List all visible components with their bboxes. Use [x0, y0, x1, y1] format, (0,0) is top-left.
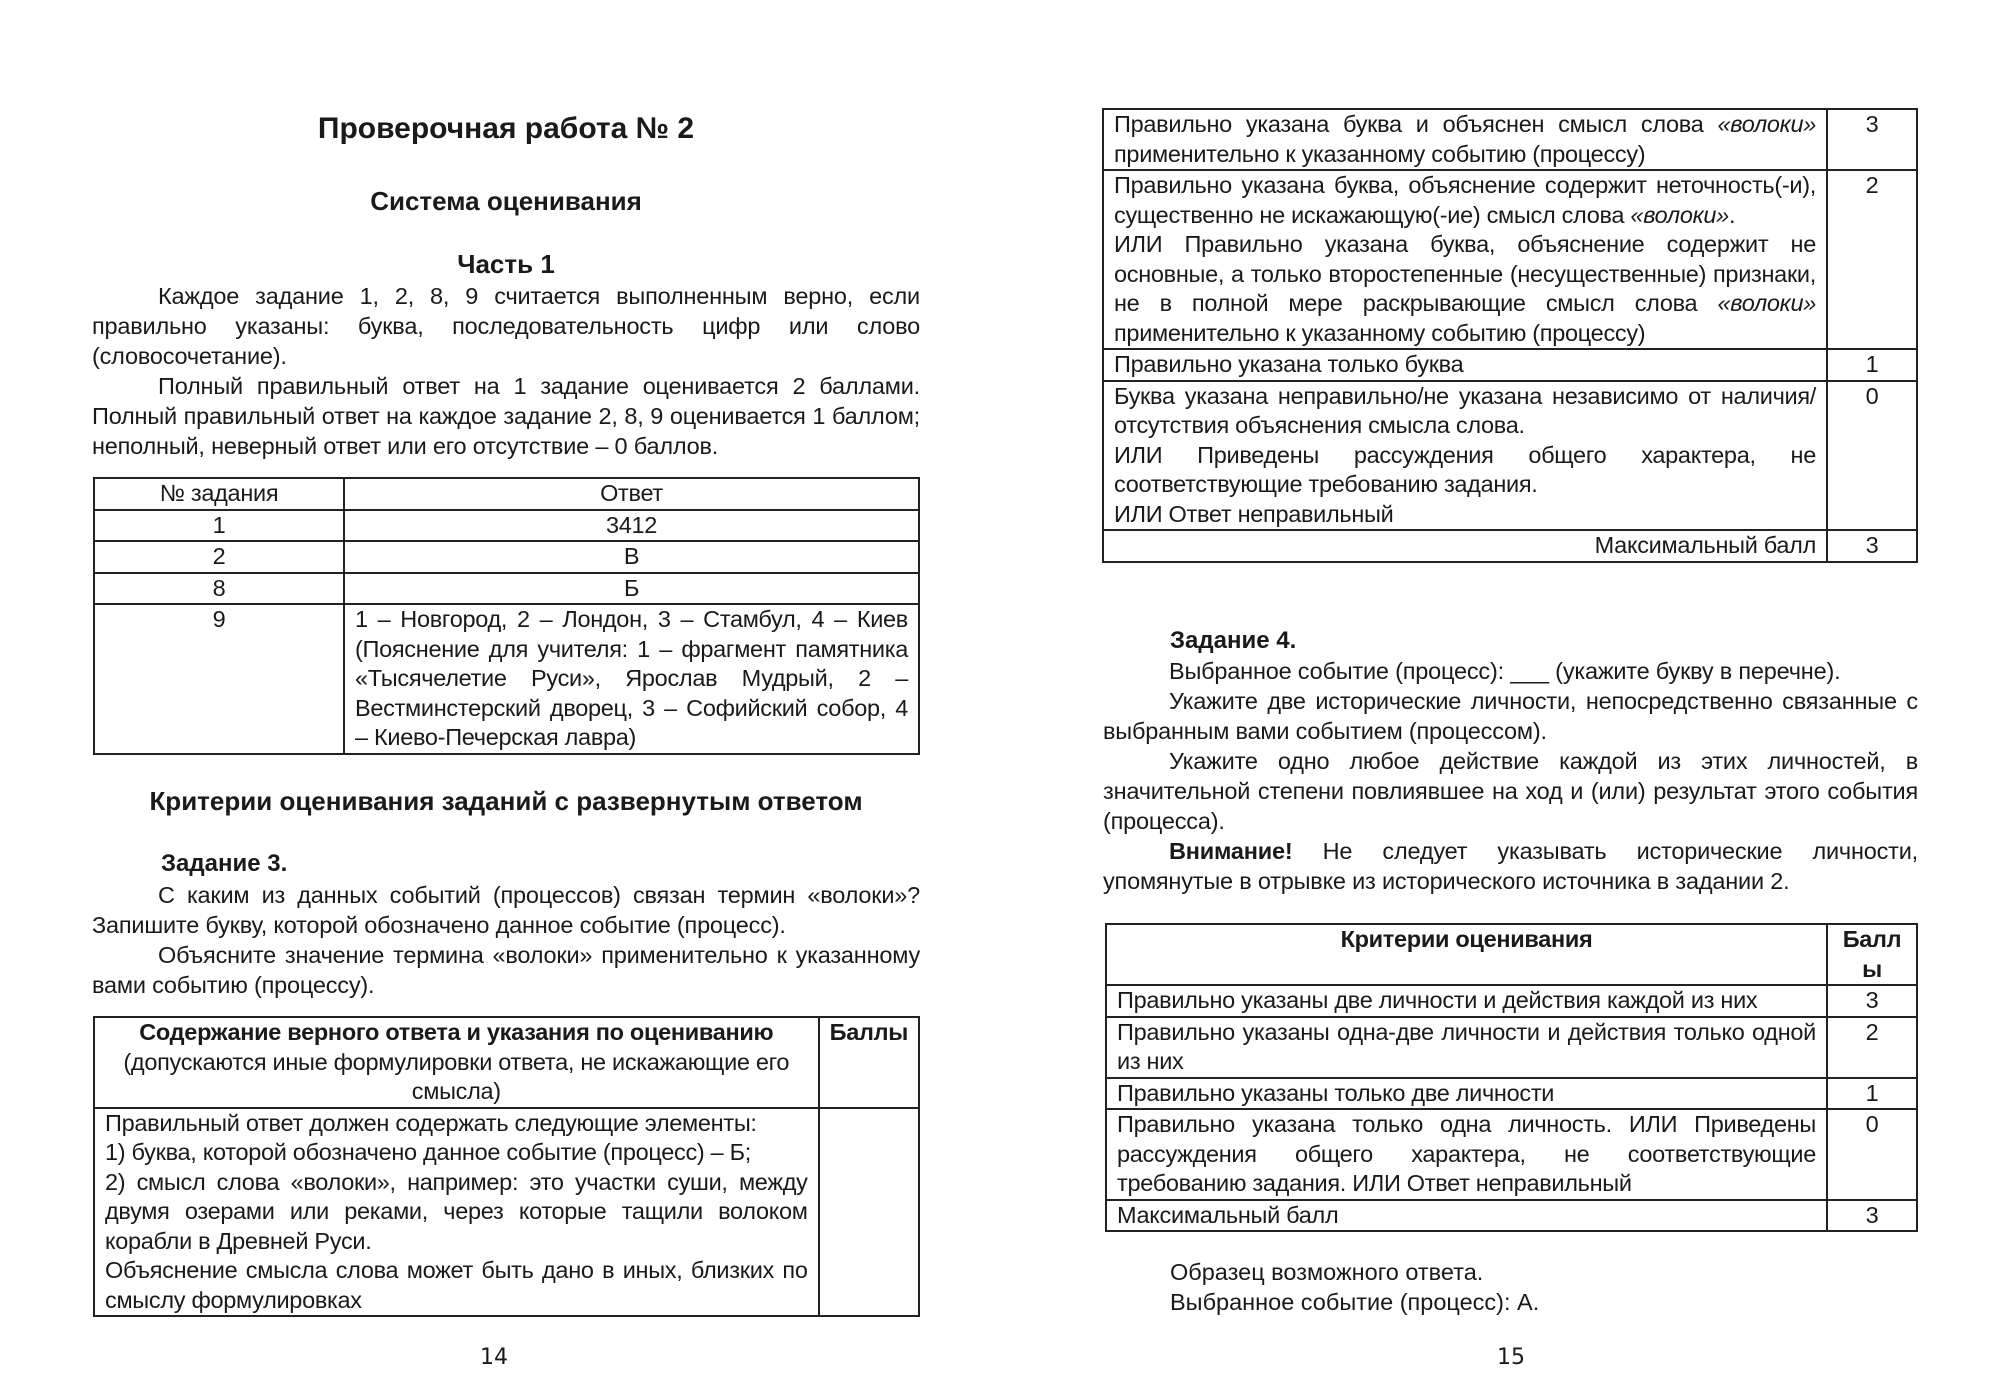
points: 1	[1827, 1078, 1917, 1110]
line: Буква указана неправильно/не указана независимо от наличия/отсутствия объяснения смысла слова.	[1114, 382, 1816, 438]
cell: 1	[94, 510, 344, 542]
cell: В	[344, 541, 919, 573]
text: применительно к указанному событию (процессу)	[1114, 319, 1646, 346]
text: .	[1728, 201, 1736, 228]
line: Объяснение смысла слова может быть дано в иных, близких по смыслу формулировках	[105, 1257, 808, 1313]
max-score-label: Максимальный балл	[1106, 1200, 1827, 1232]
table-row	[1103, 170, 1917, 349]
cell: Правильно указана только буква	[1103, 349, 1827, 381]
table-row	[94, 604, 919, 754]
task3-criteria-table-continued	[1102, 108, 1918, 563]
header-points: Баллы	[819, 1017, 919, 1108]
points: 3	[1827, 109, 1917, 170]
text: Не следует указывать исторические личности, упомянутые в отрывке из исторического источника в задании 2.	[1103, 838, 1918, 894]
paragraph: С каким из данных событий (процессов) связан термин «волоки»? Запишите букву, которой обозначено данное событие (процесс).	[92, 882, 920, 938]
page-title: Проверочная работа № 2	[317, 112, 695, 145]
table-row	[1106, 1078, 1917, 1110]
table-row	[1106, 1017, 1917, 1078]
intro-text	[92, 281, 920, 461]
cell: Б	[344, 573, 919, 605]
paragraph: Каждое задание 1, 2, 8, 9 считается выполненным верно, если правильно указаны: буква, последовательность цифр или слово (словосочетание).	[92, 283, 920, 369]
points: 2	[1827, 170, 1917, 349]
cell: 2	[94, 541, 344, 573]
paragraph: Укажите одно любое действие каждой из этих личностей, в значительной степени повлиявшее на ход и (или) результат этого события (процесса).	[1103, 748, 1918, 834]
line: ИЛИ Приведены рассуждения общего характера, не соответствующие требованию задания.	[1114, 441, 1816, 497]
attention-label: Внимание!	[1169, 838, 1293, 864]
cell	[1103, 109, 1827, 170]
text: применительно к указанному событию (процессу)	[1114, 140, 1646, 167]
header-points: Баллы	[1827, 924, 1917, 985]
cell: Правильно указаны только две личности	[1106, 1078, 1827, 1110]
part-title: Часть 1	[457, 249, 555, 279]
table-row	[1103, 109, 1917, 170]
cell	[819, 1108, 919, 1317]
header-criteria: Критерии оценивания	[1106, 924, 1827, 985]
cell: 3412	[344, 510, 919, 542]
paragraph: Выбранное событие (процесс): ___ (укажите букву в перечне).	[1169, 658, 1841, 684]
page-number: 15	[1497, 1345, 1525, 1370]
text: Правильно указана буква, объяснение содержит неточность(-и), существенно не искажающую(-ие) смысл слова	[1114, 172, 1816, 228]
table-row	[94, 573, 919, 605]
cell	[1103, 170, 1827, 349]
table-row	[94, 541, 919, 573]
line: ИЛИ Ответ неправильный	[1114, 500, 1394, 527]
header-bold: Содержание верного ответа и указания по оцениванию	[139, 1019, 774, 1045]
cell: 8	[94, 573, 344, 605]
table-row	[94, 510, 919, 542]
table-row	[1103, 381, 1917, 531]
table-row	[1103, 349, 1917, 381]
header-answer: Ответ	[344, 478, 919, 510]
text-italic: «волоки»	[1717, 290, 1816, 316]
max-score: 3	[1827, 530, 1917, 562]
cell: Правильно указана только одна личность. ИЛИ Приведены рассуждения общего характера, не соответствующие требованию задания. ИЛИ Ответ неправильный	[1106, 1109, 1827, 1200]
task4-text	[1103, 656, 1918, 896]
points: 1	[1827, 349, 1917, 381]
line: 1) буква, которой обозначено данное событие (процесс) – Б;	[105, 1139, 752, 1165]
task3-label: Задание 3.	[161, 850, 288, 877]
line: Образец возможного ответа.	[1170, 1259, 1484, 1285]
points: 2	[1827, 1017, 1917, 1078]
cell: Правильно указаны две личности и действия каждой из них	[1106, 985, 1827, 1017]
points: 0	[1827, 381, 1917, 531]
section-title: Система оценивания	[370, 186, 642, 216]
line: Выбранное событие (процесс): А.	[1170, 1289, 1540, 1315]
criteria-heading: Критерии оценивания заданий с развернутым ответом	[149, 786, 863, 816]
line: Правильный ответ должен содержать следующие элементы:	[105, 1109, 757, 1136]
attention-paragraph	[1103, 836, 1918, 896]
table-row	[1103, 530, 1917, 562]
points: 0	[1827, 1109, 1917, 1200]
cell: 9	[94, 604, 344, 754]
header-rest: (допускаются иные формулировки ответа, не искажающие его смысла)	[123, 1048, 790, 1104]
header-content	[94, 1017, 819, 1108]
paragraph: Объясните значение термина «волоки» применительно к указанному вами событию (процессу).	[92, 942, 920, 998]
cell	[94, 1108, 819, 1317]
max-score: 3	[1827, 1200, 1917, 1232]
line: 2) смысл слова «волоки», например: это участки суши, между двумя озерами или реками, через которые тащили волоком корабли в Древней Руси.	[105, 1168, 808, 1254]
header-task-number: № задания	[94, 478, 344, 510]
paragraph: Укажите две исторические личности, непосредственно связанные с выбранным вами событием (процессом).	[1103, 688, 1918, 744]
page-number: 14	[480, 1345, 508, 1370]
table-row	[1106, 1200, 1917, 1232]
cell: Правильно указаны одна-две личности и действия только одной из них	[1106, 1017, 1827, 1078]
table-row	[94, 1108, 919, 1317]
table-row	[1106, 985, 1917, 1017]
points: 3	[1827, 985, 1917, 1017]
task4-criteria-table	[1105, 923, 1918, 1232]
text-italic: «волоки»	[1717, 111, 1816, 137]
text: ИЛИ Правильно указана буква, объяснение содержит не основные, а только второстепенные (несущественные) признаки, не в полной мере раскрывающие смысл слова	[1114, 231, 1816, 316]
paragraph: Полный правильный ответ на 1 задание оценивается 2 баллами. Полный правильный ответ на каждое задание 2, 8, 9 оценивается 1 баллом; неполный, неверный ответ или его отсутствие – 0 баллов.	[92, 373, 920, 459]
answers-table	[93, 477, 920, 755]
cell: 1 – Новгород, 2 – Лондон, 3 – Стамбул, 4 – Киев (Пояснение для учителя: 1 – фрагмент памятника «Тысячелетие Руси», Ярослав Мудрый, 2 – Вестминстерский дворец, 3 – Софийский собор, 4 – Киево-Печерская лавра)	[344, 604, 919, 754]
text: Правильно указана буква и объяснен смысл слова	[1114, 111, 1718, 137]
table-row	[1106, 1109, 1917, 1200]
task3-criteria-table	[93, 1016, 920, 1317]
max-score-label: Максимальный балл	[1103, 530, 1827, 562]
task3-text	[92, 880, 920, 1000]
text-italic: «волоки»	[1630, 201, 1729, 228]
task4-label: Задание 4.	[1170, 627, 1297, 654]
cell	[1103, 381, 1827, 531]
sample-answer	[1170, 1257, 1539, 1317]
